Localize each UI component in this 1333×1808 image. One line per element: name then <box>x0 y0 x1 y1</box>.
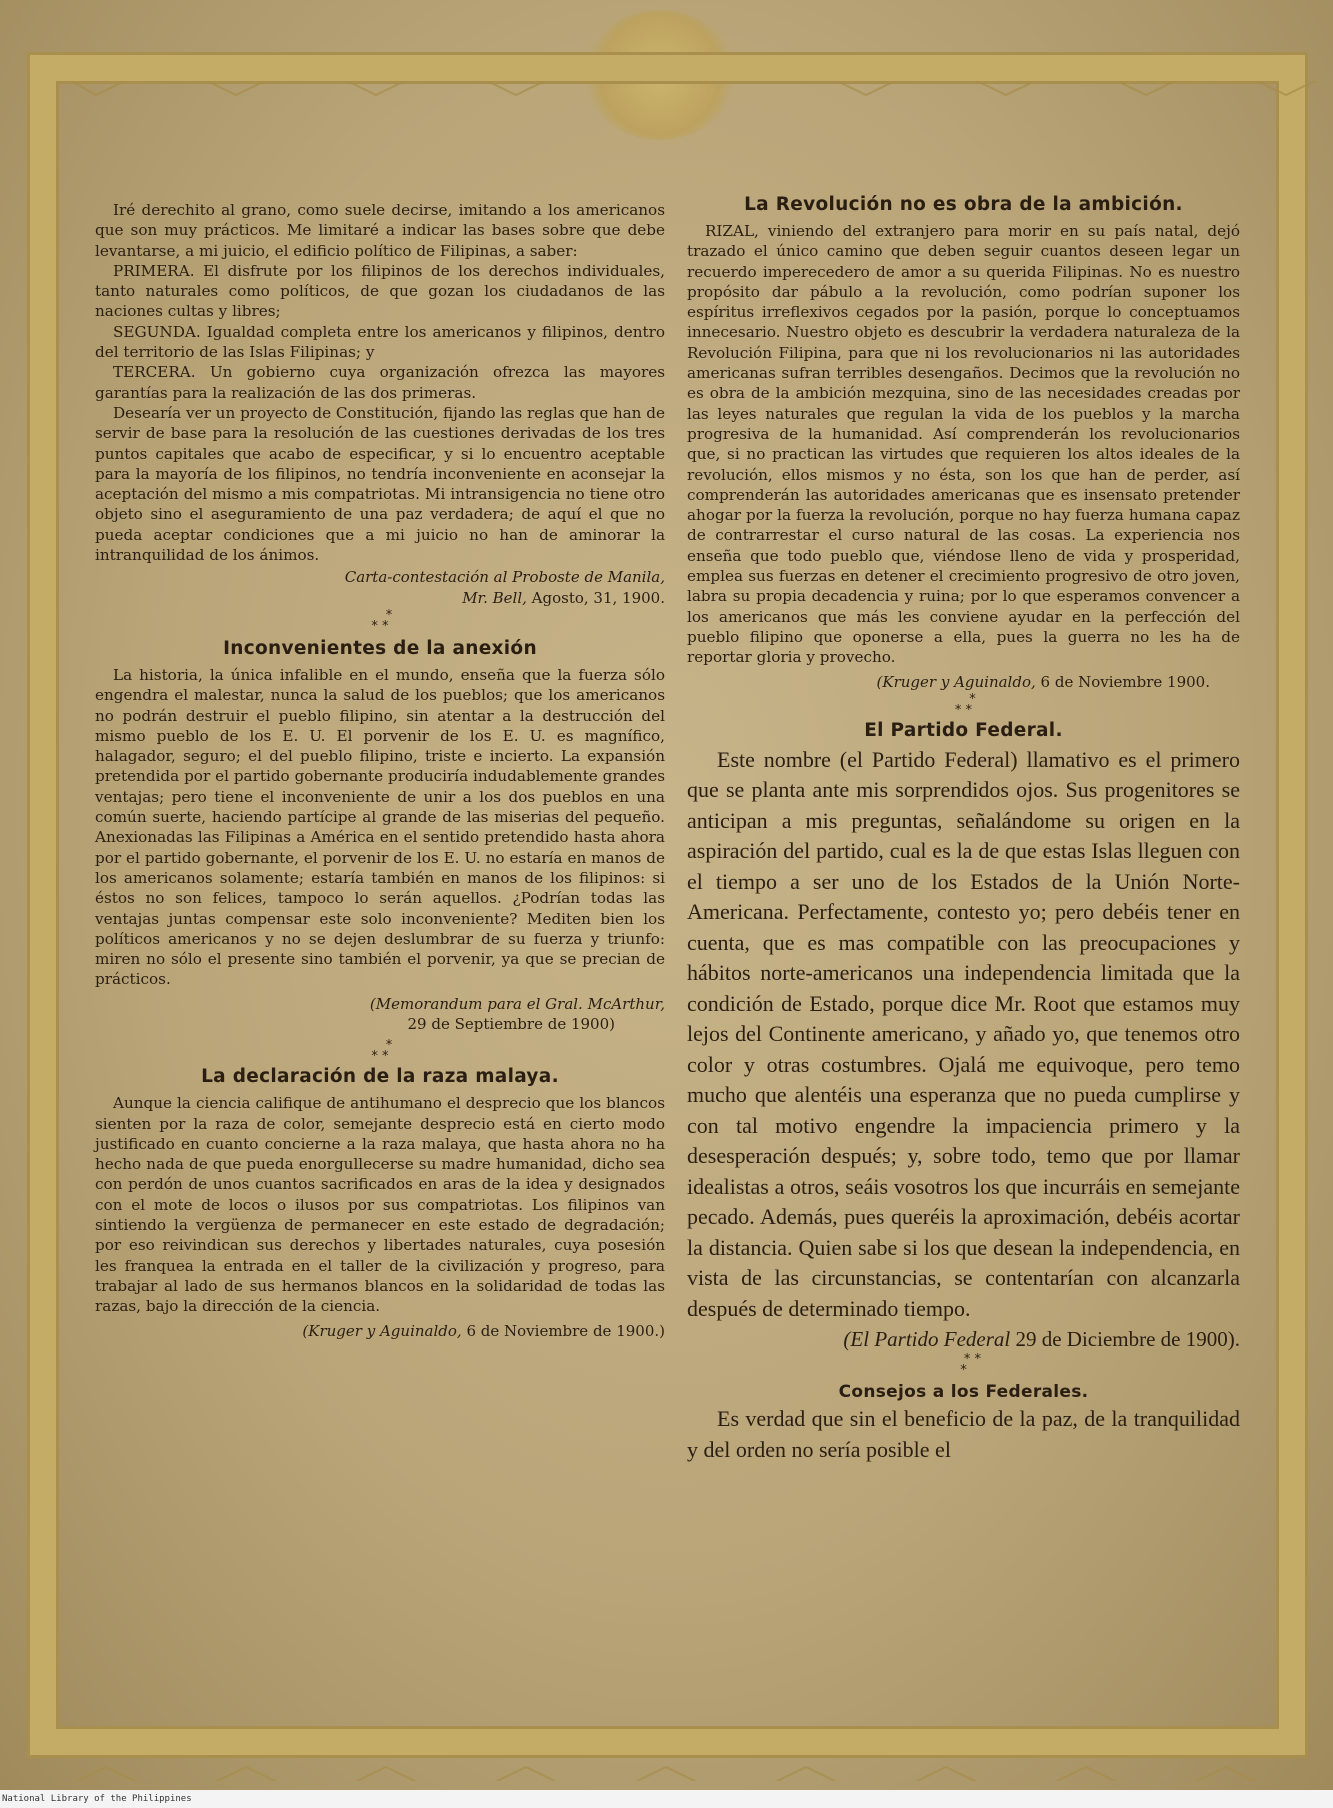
signature-memorandum-date: 29 de Septiembre de 1900) <box>407 1014 615 1033</box>
heading-revolucion: La Revolución no es obra de la ambición. <box>744 194 1183 215</box>
heading-partido-federal: El Partido Federal. <box>864 719 1063 741</box>
signature-partido-federal <box>687 1324 1240 1354</box>
left-column <box>95 200 665 1341</box>
tercera-paragraph: TERCERA. Un gobierno cuya organización ofrezca las mayores garantías para la realización de las dos primeras. <box>95 363 665 402</box>
separator-stars: * * * <box>960 1352 982 1379</box>
right-column <box>687 194 1240 1465</box>
separator-stars: * * * <box>954 691 976 718</box>
signature-kruger-right-name: (Kruger y Aguinaldo, <box>876 672 1036 691</box>
separator-stars: * * * <box>371 1038 393 1065</box>
separator-stars: * * * <box>371 607 393 634</box>
signature-partido-federal-name: (El Partido Federal <box>843 1327 1011 1352</box>
signature-memorandum-line1: (Memorandum para el Gral. McArthur, <box>369 994 665 1013</box>
heading-consejos: Consejos a los Federales. <box>838 1382 1089 1403</box>
partido-federal-paragraph: Este nombre (el Partido Federal) llamativo es el primero que se planta ante mis sorprendidos ojos. Sus progenitores se anticipan a mis preguntas, señalándome su origen en la aspiración del partido, cual es la de que estas Islas lleguen con el tiempo a ser uno de los Estados de la Unión Norte-Americana. Perfectamente, contesto yo; pero debéis tener en cuenta, que es mas compatible con las preocupaciones y hábitos norte-americanos una independencia limitada que la condición de Estado, porque dice Mr. Root que estamos muy lejos del Continente americano, y añado yo, que tenemos otro color y otras costumbres. Ojalá me equivoque, pero temo mucho que alentéis una esperanza que no pueda cumplirse y con tal motivo engendre la impaciencia primero y la desesperación después; y, sobre todo, temo que por llamar idealistas a otros, seáis vosotros los que incurráis en semejante pecado. Además, pues queréis la aproximación, debéis acortar la distancia. Quien sabe si los que desean la independencia, en vista de las circunstancias, se contentarían con alcanzarla después de determinado tiempo. <box>687 746 1240 1321</box>
signature-kruger-right-date: 6 de Noviembre 1900. <box>1040 672 1210 691</box>
segunda-paragraph: SEGUNDA. Igualdad completa entre los americanos y filipinos, dentro del territorio de las Islas Filipinas; y <box>95 322 665 362</box>
article-content <box>95 194 1240 1640</box>
desearia-paragraph: Desearía ver un proyecto de Constitución, fijando las reglas que han de servir de base para la resolución de las cuestiones derivadas de los tres puntos capitales que acabo de especificar, y si lo encuentro aceptable para la mayoría de los filipinos, no tendría inconveniente en aconsejar la aceptación del mismo a mis compatriotas. Mi intransigencia no tiene otro objeto sino el aseguramiento de una paz verdadera; de aquí el que no pueda aceptar condiciones que a mi juicio no han de aminorar la intranquilidad de los ánimos. <box>95 403 665 565</box>
revolucion-paragraph: RIZAL, viniendo del extranjero para morir en su país natal, dejó trazado el único camino que deben seguir cuantos deseen legar un recuerdo imperecedero de amor a su querida Filipinas. No es nuestro propósito dar pábulo a la revolución, como podrían suponer los espíritus irreflexivos cegados por la pasión, porque lo conceptuamos innecesario. Nuestro objeto es descubrir la verdadera naturaleza de la Revolución Filipina, para que ni los revolucionarios ni las autoridades americanas sufran terribles desengaños. Decimos que la revolución no es obra de la ambición mezquina, sino de las necesidades creadas por las leyes naturales que regulan la vida de los pueblos y la marcha progresiva de la humanidad. Así comprenderán los revolucionarios que, si no practican las virtudes que requieren los altos ideales de la revolución, ellos mismos y no ésta, son los que han de perder, así comprenderán las autoridades americanas que es insensato pretender ahogar por la fuerza la revolución, porque no hay fuerza humana capaz de contrarrestar el curso natural de las cosas. La experiencia nos enseña que todo pueblo que, viéndose lleno de vida y prosperidad, emplea sus fuerzas en detener el crecimiento progresivo de otro joven, labra su propia decadencia y ruina; por lo que esperamos convencer a los americanos que más les conviene ayudar en la perfección del pueblo filipino que oponerse a ella, pues la guerra no les ha de reportar gloria y provecho. <box>687 222 1240 667</box>
signature-carta-line1: Carta-contestación al Proboste de Manila, <box>344 568 665 587</box>
primera-paragraph: PRIMERA. El disfrute por los filipinos de los derechos individuales, tanto naturales como políticos, de que gozan los ciudadanos de las naciones cultas y libres; <box>95 261 665 321</box>
signature-memorandum <box>95 994 665 1014</box>
signature-kruger-left-name: (Kruger y Aguinaldo, <box>302 1321 462 1340</box>
inconvenientes-paragraph: La historia, la única infalible en el mundo, enseña que la fuerza sólo engendra el malestar, nunca la salud de los pueblos; que los americanos no podrán destruir el pueblo filipino, sin atentar a la destrucción del mismo pueblo de los E. U. El porvenir de los E. U. es magnífico, halagador, seguro; el del pueblo filipino, triste e incierto. La expansión pretendida por el partido gobernante produciría indudablemente grandes ventajas; pero tiene el inconveniente de unir a los dos pueblos en una común suerte, haciendo partícipe al grande de las miserias del pequeño. Anexionadas las Filipinas a América en el sentido pretendido hasta ahora por el partido gobernante, el porvenir de los E. U. no estaría en manos de los americanos solamente; estaría también en manos de los filipinos: si éstos no son felices, tampoco lo serán aquellos. ¿Podrían todas las ventajas juntas compensar este solo inconveniente? Mediten bien los políticos americanos y no se dejen deslumbrar de su fuerza y triunfo: miren no sólo el presente sino también el porvenir, ya que se precian de prácticos. <box>95 665 665 989</box>
signature-carta-date: Agosto, 31, 1900. <box>531 588 665 607</box>
signature-partido-federal-date: 29 de Diciembre de 1900). <box>1015 1327 1240 1352</box>
signature-kruger-left-date: 6 de Noviembre de 1900.) <box>466 1321 665 1340</box>
heading-inconvenientes: Inconvenientes de la anexión <box>223 637 537 659</box>
signature-carta-name: Mr. Bell, <box>462 588 527 607</box>
signature-carta <box>95 567 665 608</box>
raza-paragraph: Aunque la ciencia califique de antihumano el desprecio que los blancos sienten por la raza de color, semejante desprecio está en cierto modo justificado en cuanto concierne a la raza malaya, que hasta ahora no ha hecho nada de que pueda enorgullecerse su madre humanidad, dicho sea con perdón de unos cuantos sacrificados en aras de la idea y designados con el mote de locos o ilusos por sus compatriotas. Los filipinos van sintiendo la vergüenza de permanecer en este estado de degradación; por eso reivindican sus derechos y libertades naturales, cuya posesión les franquea la entrada en el taller de la civilización y progreso, para trabajar al lado de sus hermanos blancos en la solidaridad de todas las razas, bajo la dirección de la ciencia. <box>95 1094 665 1316</box>
library-footer: National Library of the Philippines <box>0 1790 1333 1808</box>
heading-raza-malaya: La declaración de la raza malaya. <box>201 1066 559 1088</box>
signature-kruger-right <box>687 672 1240 692</box>
intro-paragraph: Iré derechito al grano, como suele decirse, imitando a los americanos que son muy prácticos. Me limitaré a indicar las bases sobre que debe levantarse, a mi juicio, el edificio político de Filipinas, a saber: <box>95 201 665 260</box>
consejos-paragraph: Es verdad que sin el beneficio de la paz, de la tranquilidad y del orden no sería posible el <box>687 1406 1240 1462</box>
signature-kruger-left <box>95 1321 665 1341</box>
